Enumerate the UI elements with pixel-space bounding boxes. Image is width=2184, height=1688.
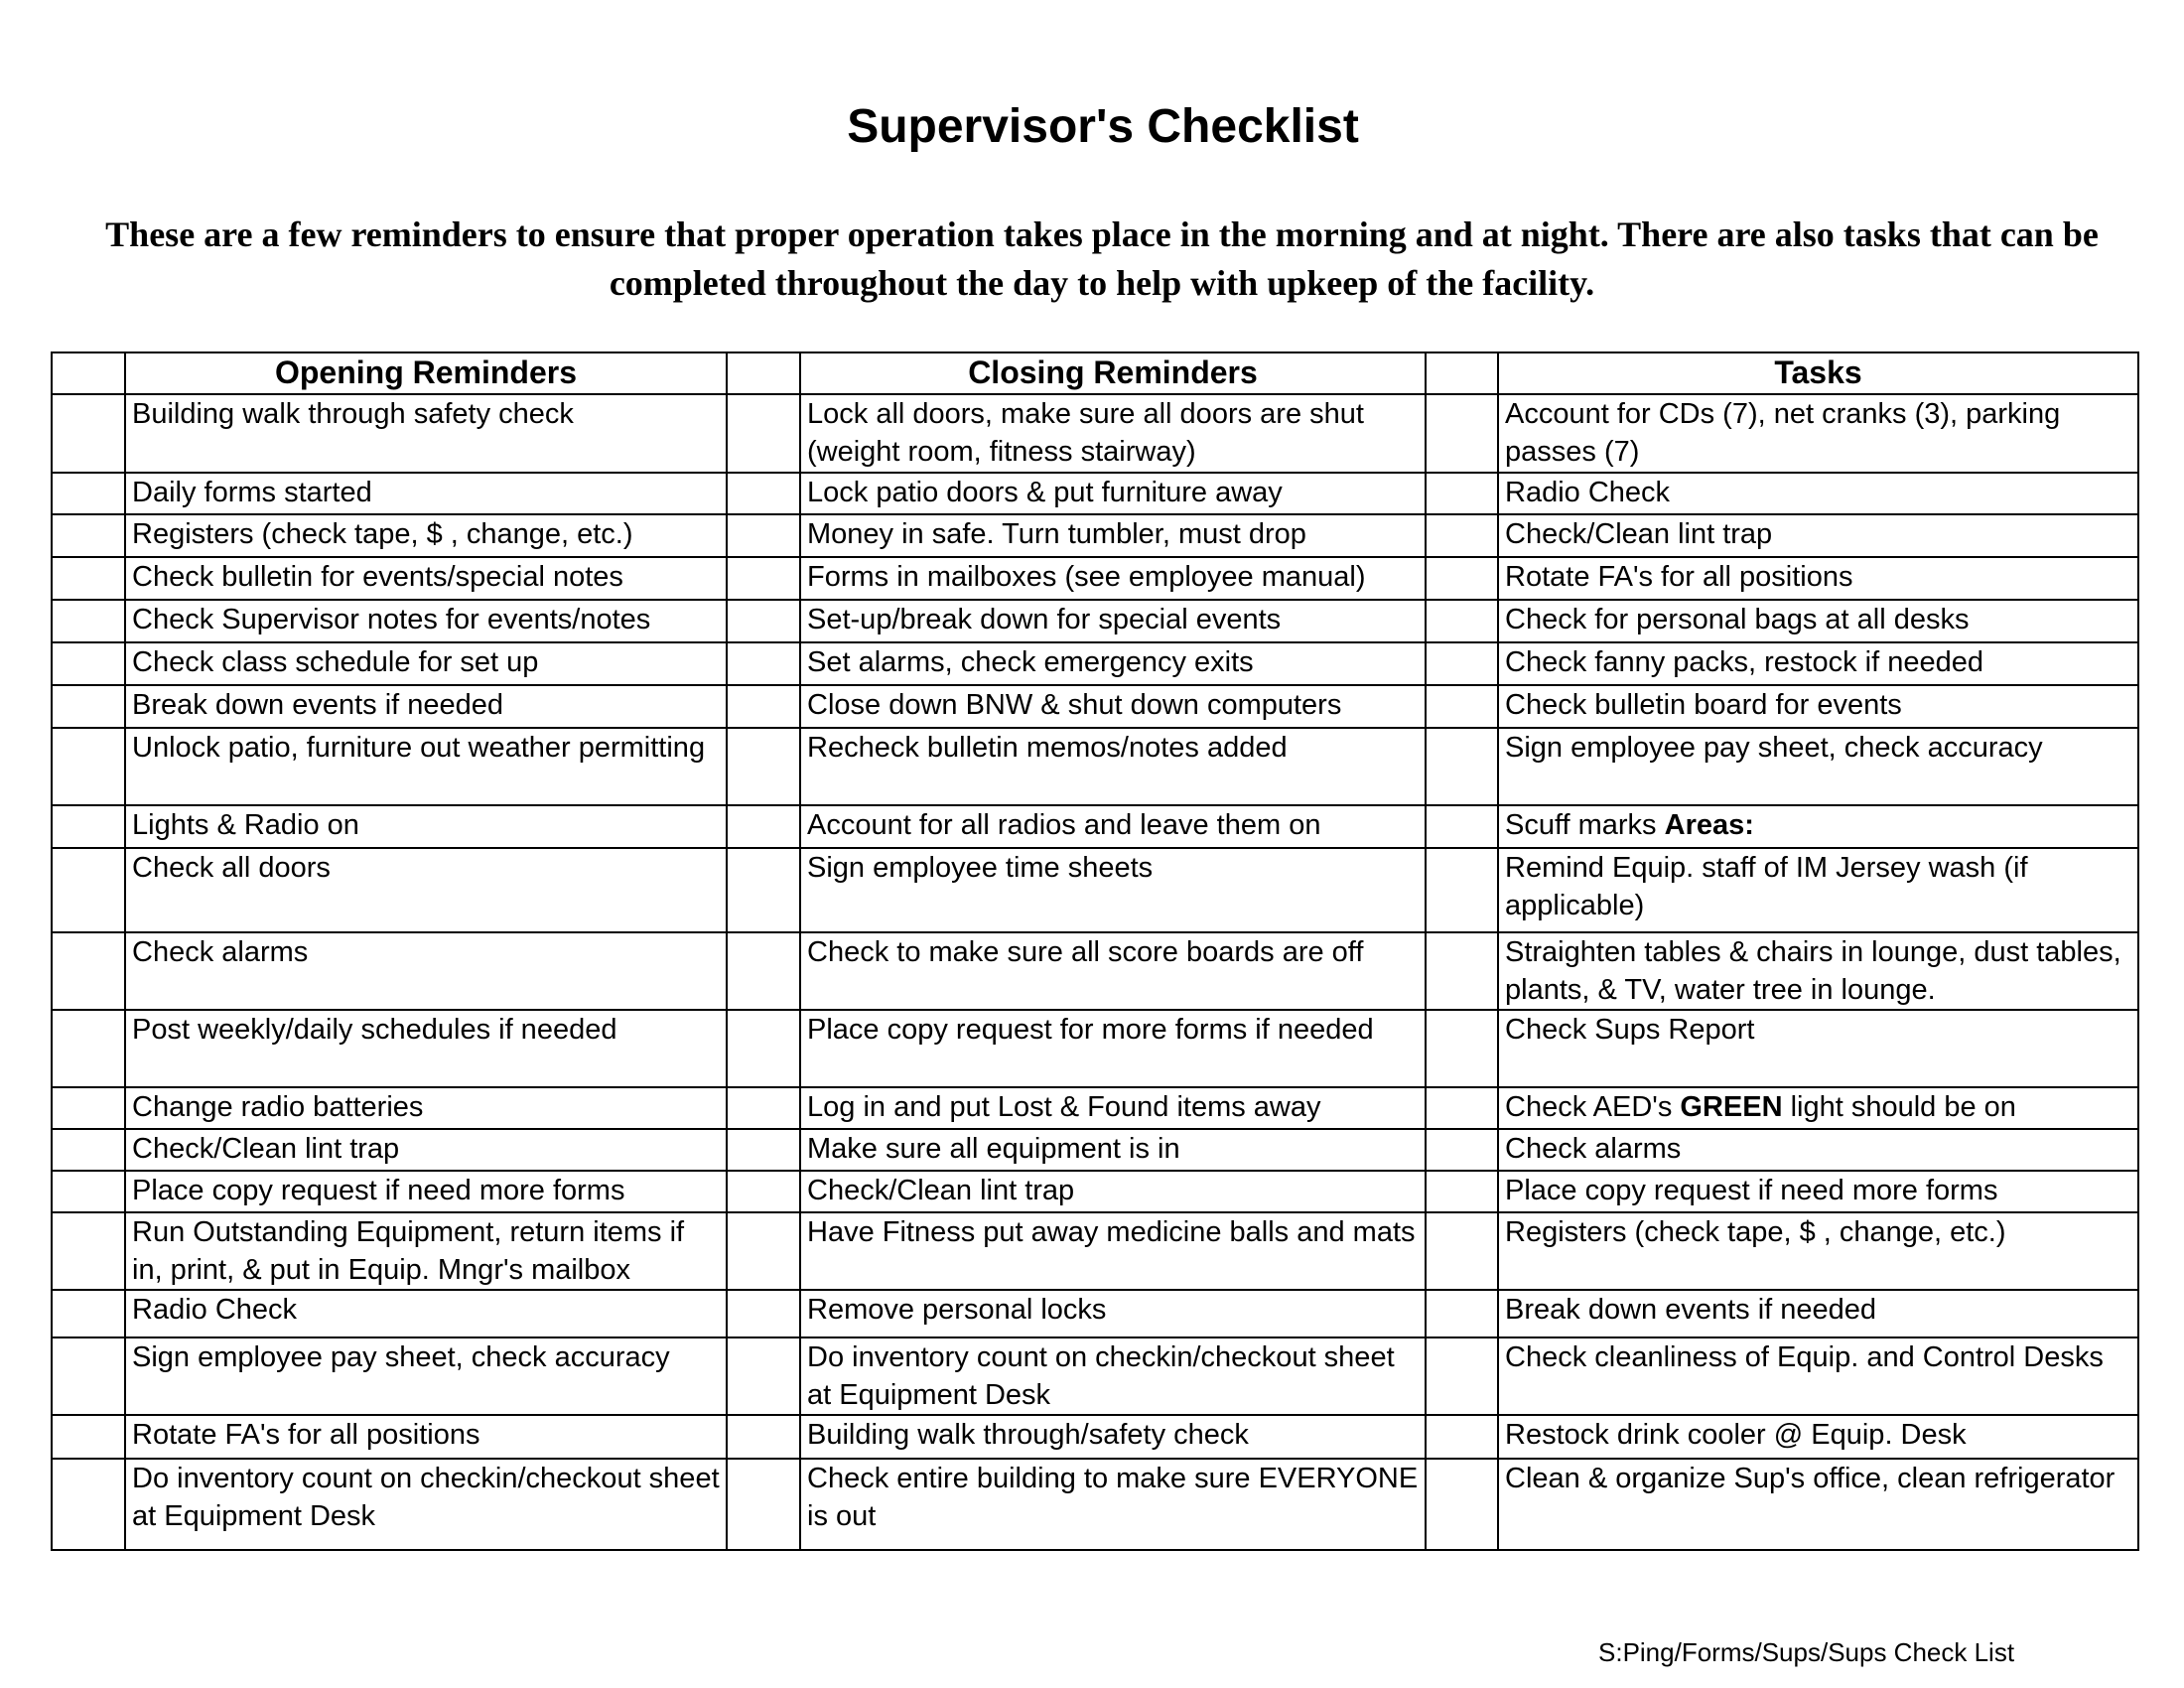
task-item: Remind Equip. staff of IM Jersey wash (if applicable) (1498, 848, 2138, 932)
task-item: Check alarms (1498, 1129, 2138, 1171)
closing-item: Lock patio doors & put furniture away (800, 473, 1426, 514)
opening-item: Post weekly/daily schedules if needed (125, 1010, 727, 1087)
closing-checkbox[interactable] (727, 805, 800, 848)
opening-checkbox[interactable] (52, 473, 125, 514)
opening-checkbox[interactable] (52, 1290, 125, 1337)
opening-item: Registers (check tape, $ , change, etc.) (125, 514, 727, 557)
tasks-checkbox[interactable] (1426, 514, 1498, 557)
closing-item: Check to make sure all score boards are off (800, 932, 1426, 1010)
intro-paragraph: These are a few reminders to ensure that proper operation takes place in the morning and at night. There are also tasks that can be completed throughout the day to help with upkeep of the facility. (105, 214, 2099, 303)
closing-item: Make sure all equipment is in (800, 1129, 1426, 1171)
opening-checkbox[interactable] (52, 557, 125, 600)
closing-checkbox[interactable] (727, 394, 800, 473)
closing-checkbox[interactable] (727, 514, 800, 557)
opening-checkbox[interactable] (52, 685, 125, 728)
closing-checkbox[interactable] (727, 1171, 800, 1212)
closing-item: Recheck bulletin memos/notes added (800, 728, 1426, 805)
opening-checkbox[interactable] (52, 394, 125, 473)
tasks-checkbox[interactable] (1426, 1087, 1498, 1129)
opening-item: Place copy request if need more forms (125, 1171, 727, 1212)
closing-item: Place copy request for more forms if needed (800, 1010, 1426, 1087)
table-row (52, 394, 2138, 473)
table-row (52, 1171, 2138, 1212)
task-text: Scuff marks (1505, 809, 1665, 841)
opening-checkbox[interactable] (52, 1087, 125, 1129)
task-item: Restock drink cooler @ Equip. Desk (1498, 1415, 2138, 1459)
table-row (52, 1415, 2138, 1459)
tasks-checkbox[interactable] (1426, 1010, 1498, 1087)
tasks-checkbox[interactable] (1426, 932, 1498, 1010)
closing-item: Check/Clean lint trap (800, 1171, 1426, 1212)
tasks-checkbox[interactable] (1426, 1415, 1498, 1459)
closing-item: Sign employee time sheets (800, 848, 1426, 932)
task-emphasis: GREEN (1680, 1091, 1783, 1123)
opening-reminders-header: Opening Reminders (125, 352, 727, 394)
closing-checkbox[interactable] (727, 600, 800, 642)
tasks-checkbox[interactable] (1426, 642, 1498, 685)
table-row (52, 642, 2138, 685)
task-item: Sign employee pay sheet, check accuracy (1498, 728, 2138, 805)
closing-checkbox[interactable] (727, 473, 800, 514)
task-emphasis: Areas: (1664, 809, 1754, 841)
table-row (52, 1087, 2138, 1129)
opening-checkbox[interactable] (52, 642, 125, 685)
table-row (52, 805, 2138, 848)
closing-checkbox[interactable] (727, 642, 800, 685)
opening-checkbox-header (52, 352, 125, 394)
opening-checkbox[interactable] (52, 1171, 125, 1212)
closing-item: Set-up/break down for special events (800, 600, 1426, 642)
tasks-checkbox[interactable] (1426, 728, 1498, 805)
task-text: Check AED's (1505, 1091, 1681, 1123)
task-item: Rotate FA's for all positions (1498, 557, 2138, 600)
closing-checkbox[interactable] (727, 557, 800, 600)
opening-item: Check Supervisor notes for events/notes (125, 600, 727, 642)
opening-item: Sign employee pay sheet, check accuracy (125, 1337, 727, 1415)
table-row (52, 1129, 2138, 1171)
closing-checkbox[interactable] (727, 932, 800, 1010)
checklist-table (51, 352, 2139, 1551)
opening-item: Change radio batteries (125, 1087, 727, 1129)
task-item: Check Sups Report (1498, 1010, 2138, 1087)
tasks-checkbox[interactable] (1426, 685, 1498, 728)
task-item: Check/Clean lint trap (1498, 514, 2138, 557)
closing-checkbox[interactable] (727, 848, 800, 932)
table-row (52, 685, 2138, 728)
opening-checkbox[interactable] (52, 1459, 125, 1550)
opening-checkbox[interactable] (52, 1129, 125, 1171)
closing-checkbox[interactable] (727, 1212, 800, 1290)
task-item: Account for CDs (7), net cranks (3), parking passes (7) (1498, 394, 2138, 473)
table-row (52, 514, 2138, 557)
table-row (52, 728, 2138, 805)
tasks-checkbox[interactable] (1426, 848, 1498, 932)
closing-reminders-header: Closing Reminders (800, 352, 1426, 394)
file-path-footer: S:Ping/Forms/Sups/Sups Check List (1598, 1637, 2015, 1667)
closing-checkbox[interactable] (727, 1415, 800, 1459)
tasks-checkbox[interactable] (1426, 394, 1498, 473)
task-item: Check fanny packs, restock if needed (1498, 642, 2138, 685)
tasks-checkbox[interactable] (1426, 1129, 1498, 1171)
opening-checkbox[interactable] (52, 600, 125, 642)
task-item (1498, 805, 2138, 848)
opening-checkbox[interactable] (52, 932, 125, 1010)
tasks-checkbox[interactable] (1426, 1337, 1498, 1415)
tasks-checkbox[interactable] (1426, 1212, 1498, 1290)
task-item: Check cleanliness of Equip. and Control Desks (1498, 1337, 2138, 1415)
opening-item: Building walk through safety check (125, 394, 727, 473)
task-text: light should be on (1782, 1091, 2016, 1123)
tasks-checkbox[interactable] (1426, 1171, 1498, 1212)
opening-item: Daily forms started (125, 473, 727, 514)
opening-item: Check/Clean lint trap (125, 1129, 727, 1171)
tasks-checkbox[interactable] (1426, 1459, 1498, 1550)
closing-item: Forms in mailboxes (see employee manual) (800, 557, 1426, 600)
task-item: Registers (check tape, $ , change, etc.) (1498, 1212, 2138, 1290)
task-item: Check for personal bags at all desks (1498, 600, 2138, 642)
table-row (52, 600, 2138, 642)
closing-item: Remove personal locks (800, 1290, 1426, 1337)
closing-checkbox[interactable] (727, 728, 800, 805)
table-header-row (52, 352, 2138, 394)
task-item: Check bulletin board for events (1498, 685, 2138, 728)
opening-checkbox[interactable] (52, 728, 125, 805)
closing-checkbox[interactable] (727, 685, 800, 728)
table-row (52, 1290, 2138, 1337)
opening-item: Radio Check (125, 1290, 727, 1337)
closing-item: Money in safe. Turn tumbler, must drop (800, 514, 1426, 557)
closing-checkbox-header (727, 352, 800, 394)
task-item: Clean & organize Sup's office, clean refrigerator (1498, 1459, 2138, 1550)
closing-item: Building walk through/safety check (800, 1415, 1426, 1459)
opening-checkbox[interactable] (52, 1010, 125, 1087)
closing-checkbox[interactable] (727, 1337, 800, 1415)
task-item: Radio Check (1498, 473, 2138, 514)
closing-item: Close down BNW & shut down computers (800, 685, 1426, 728)
tasks-checkbox[interactable] (1426, 805, 1498, 848)
opening-checkbox[interactable] (52, 514, 125, 557)
task-item (1498, 1087, 2138, 1129)
closing-checkbox[interactable] (727, 1459, 800, 1550)
table-row (52, 1337, 2138, 1415)
opening-item: Run Outstanding Equipment, return items if in, print, & put in Equip. Mngr's mailbox (125, 1212, 727, 1290)
closing-item: Log in and put Lost & Found items away (800, 1087, 1426, 1129)
opening-item: Check alarms (125, 932, 727, 1010)
opening-item: Do inventory count on checkin/checkout sheet at Equipment Desk (125, 1459, 727, 1550)
closing-checkbox[interactable] (727, 1129, 800, 1171)
table-row (52, 473, 2138, 514)
task-item: Place copy request if need more forms (1498, 1171, 2138, 1212)
tasks-checkbox[interactable] (1426, 557, 1498, 600)
tasks-checkbox-header (1426, 352, 1498, 394)
table-row (52, 1212, 2138, 1290)
tasks-checkbox[interactable] (1426, 1290, 1498, 1337)
opening-checkbox[interactable] (52, 805, 125, 848)
opening-item: Check all doors (125, 848, 727, 932)
opening-item: Unlock patio, furniture out weather permitting (125, 728, 727, 805)
opening-checkbox[interactable] (52, 1337, 125, 1415)
page-title: Supervisor's Checklist (847, 100, 1359, 153)
table-row (52, 932, 2138, 1010)
task-item: Straighten tables & chairs in lounge, dust tables, plants, & TV, water tree in lounge. (1498, 932, 2138, 1010)
closing-item: Set alarms, check emergency exits (800, 642, 1426, 685)
closing-item: Lock all doors, make sure all doors are shut (weight room, fitness stairway) (800, 394, 1426, 473)
tasks-header: Tasks (1498, 352, 2138, 394)
tasks-checkbox[interactable] (1426, 600, 1498, 642)
closing-checkbox[interactable] (727, 1290, 800, 1337)
opening-checkbox[interactable] (52, 1415, 125, 1459)
closing-item: Account for all radios and leave them on (800, 805, 1426, 848)
closing-item: Do inventory count on checkin/checkout sheet at Equipment Desk (800, 1337, 1426, 1415)
opening-item: Lights & Radio on (125, 805, 727, 848)
table-row (52, 848, 2138, 932)
closing-checkbox[interactable] (727, 1087, 800, 1129)
closing-item: Have Fitness put away medicine balls and mats (800, 1212, 1426, 1290)
task-item: Break down events if needed (1498, 1290, 2138, 1337)
table-row (52, 1459, 2138, 1550)
opening-item: Check bulletin for events/special notes (125, 557, 727, 600)
table-row (52, 557, 2138, 600)
tasks-checkbox[interactable] (1426, 473, 1498, 514)
opening-item: Check class schedule for set up (125, 642, 727, 685)
opening-checkbox[interactable] (52, 848, 125, 932)
opening-item: Rotate FA's for all positions (125, 1415, 727, 1459)
closing-checkbox[interactable] (727, 1010, 800, 1087)
table-row (52, 1010, 2138, 1087)
opening-checkbox[interactable] (52, 1212, 125, 1290)
closing-item: Check entire building to make sure EVERYONE is out (800, 1459, 1426, 1550)
opening-item: Break down events if needed (125, 685, 727, 728)
